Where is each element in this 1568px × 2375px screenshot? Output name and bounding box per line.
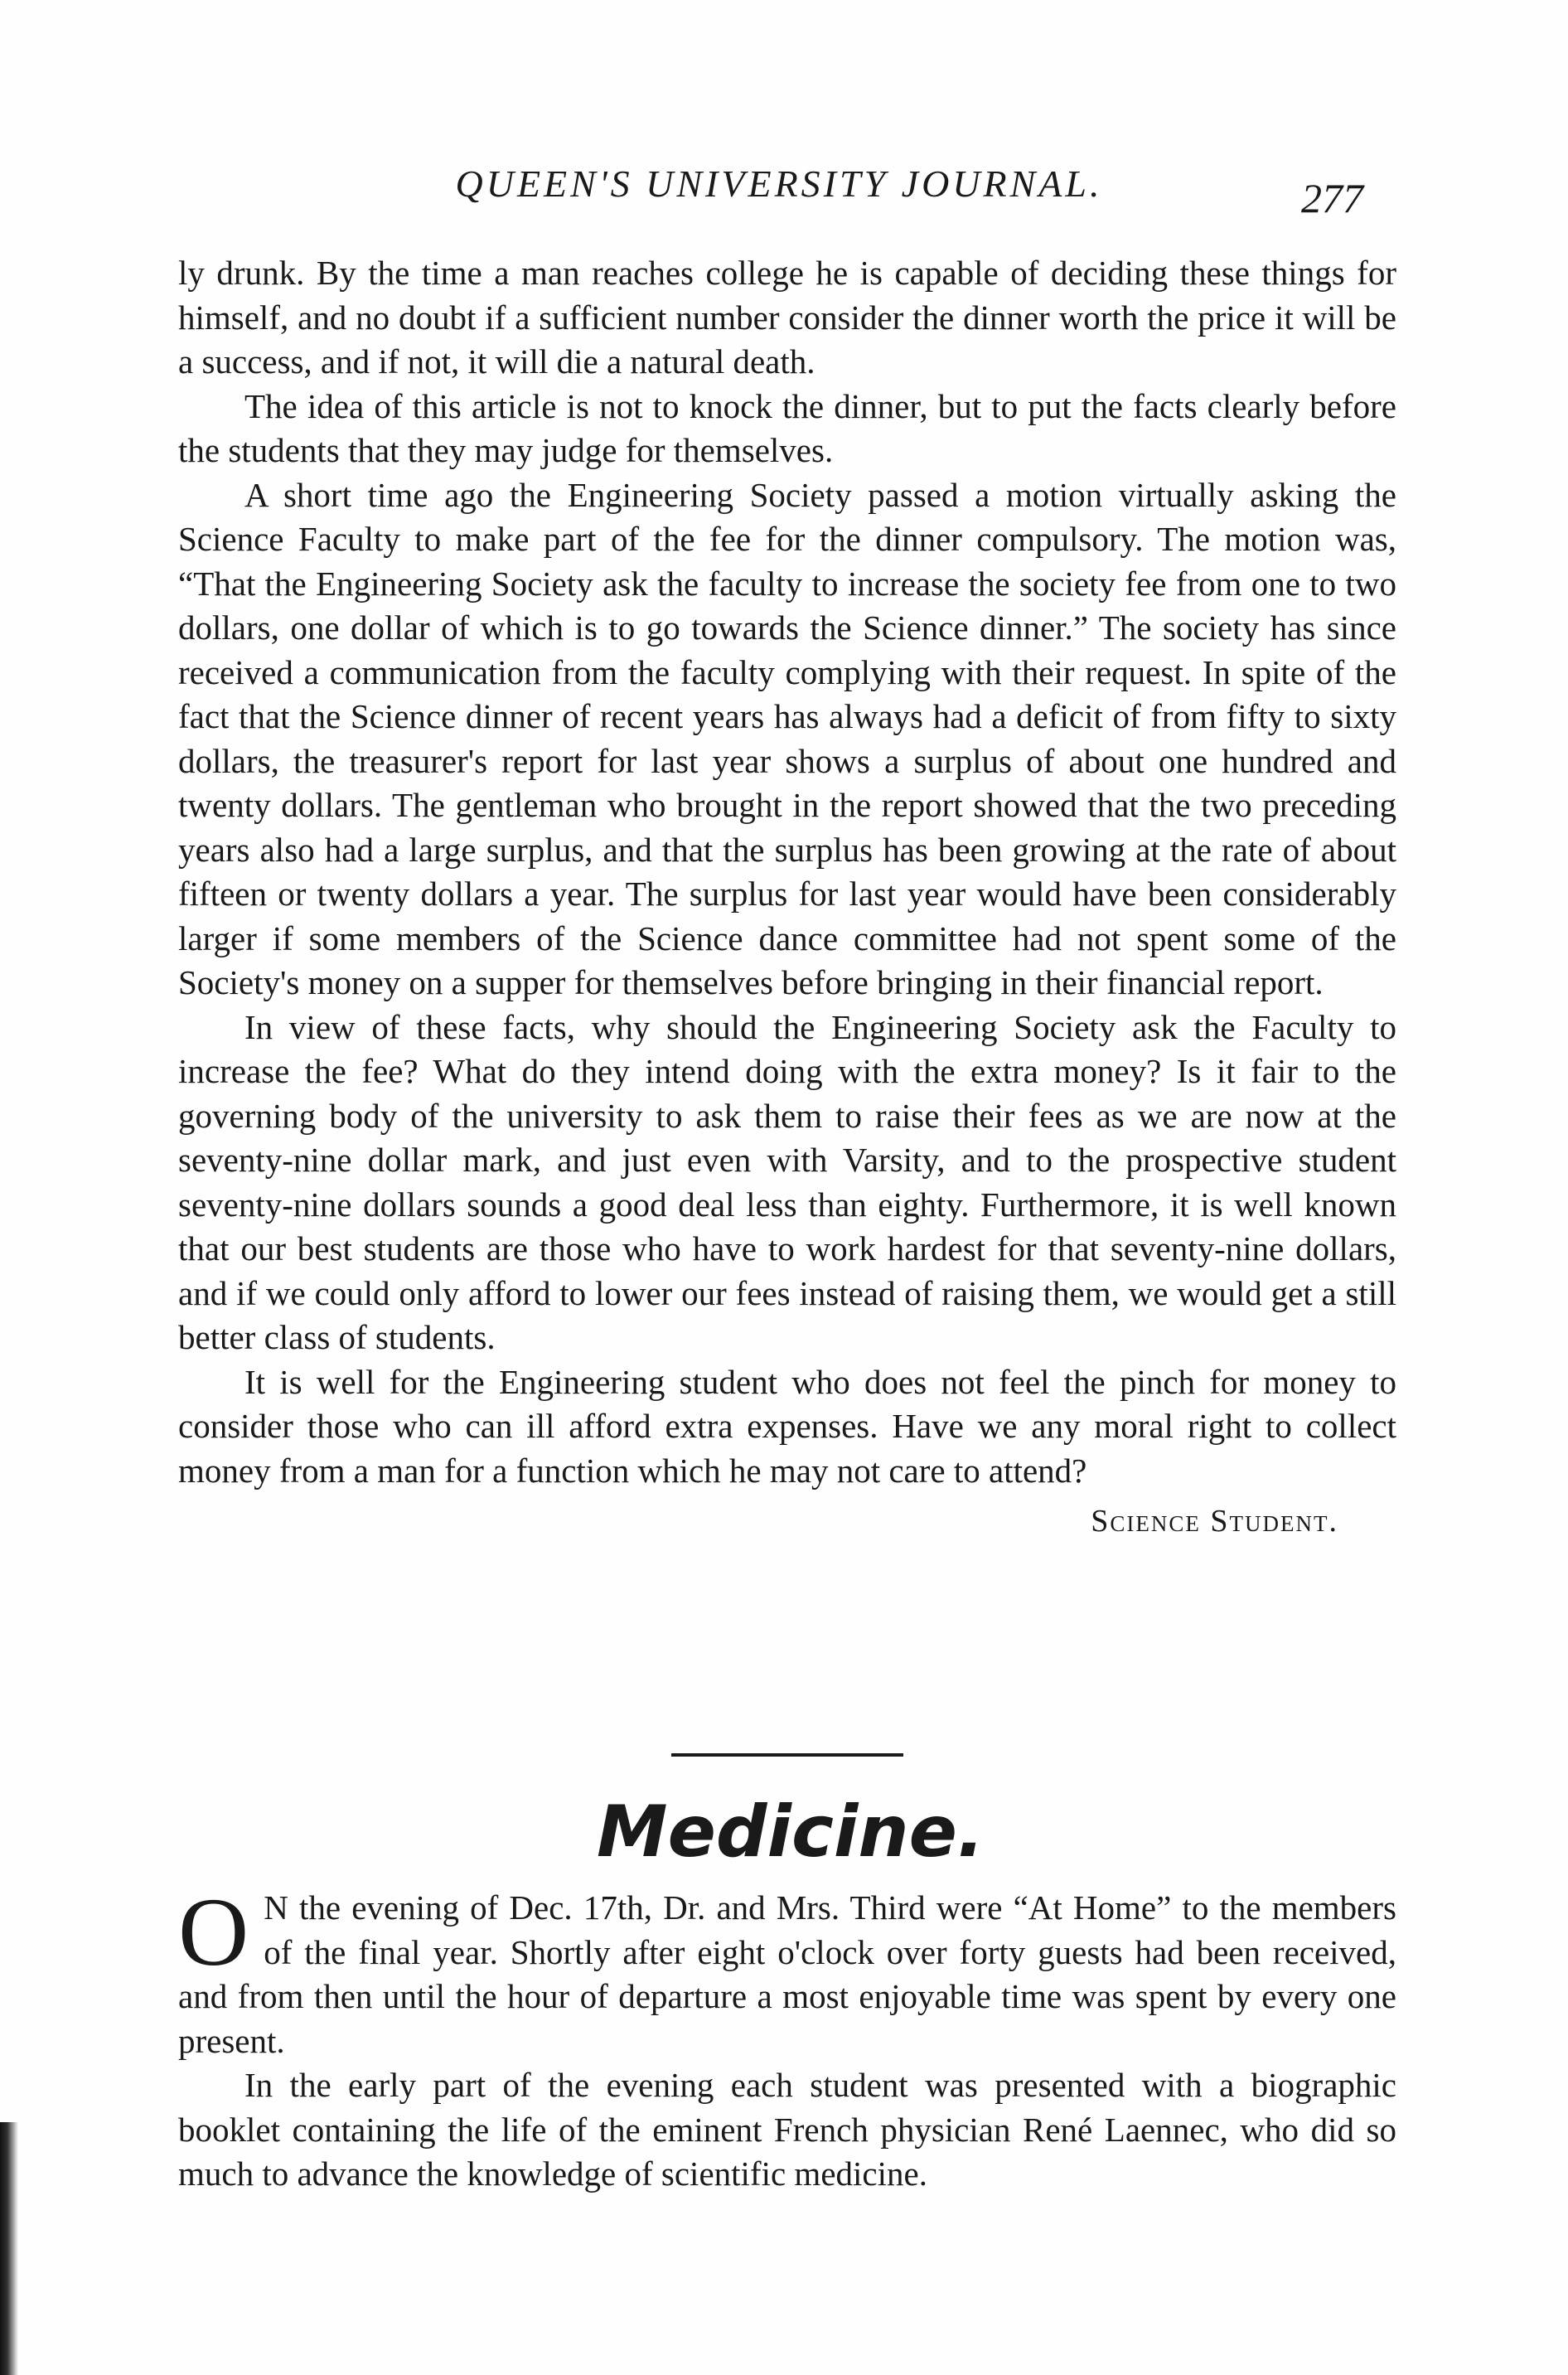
- science-article: [178, 251, 1396, 1544]
- section-heading: Medicine.: [597, 1791, 985, 1873]
- medicine-article: [178, 1878, 1396, 2197]
- article-paragraph: ly drunk. By the time a man reaches college he is capable of deciding these things for himself, and no doubt if a sufficient number consider the dinner worth the price it will be a success, and if not, it will die a natural death.: [178, 254, 1396, 380]
- article-paragraph: The idea of this article is not to knock the dinner, but to put the facts clearly before the students that they may judge for themselves.: [178, 386, 1396, 469]
- binding-shadow: [0, 2122, 18, 2375]
- article-paragraph: In the early part of the evening each student was presented with a biographic booklet containing the life of the eminent French physician René Laennec, who did so much to advance the knowledge of scientific medicine.: [178, 2066, 1396, 2193]
- drop-cap-paragraph-text: N the evening of Dec. 17th, Dr. and Mrs. Third were “At Home” to the members of the final year. Shortly after eight o'clock over forty guests had been received, and from then until the hour of departure a most enjoyable time was spent by every one present.: [178, 1888, 1396, 2060]
- drop-cap: O: [178, 1878, 249, 1986]
- running-head: QUEEN'S UNIVERSITY JOURNAL.: [455, 162, 1103, 205]
- article-signature: Science Student.: [1091, 1504, 1338, 1539]
- section-divider: [671, 1753, 903, 1757]
- article-paragraph-with-drop-cap: [178, 1878, 1396, 2063]
- page-number: 277: [1301, 175, 1363, 221]
- article-paragraph: It is well for the Engineering student who does not feel the pinch for money to consider those who can ill afford extra expenses. Have we any moral right to collect money from a man for a function which he may not care to attend?: [178, 1362, 1396, 1490]
- article-paragraph: A short time ago the Engineering Society passed a motion virtually asking the Science Faculty to make part of the fee for the dinner compulsory. The motion was, “That the Engineering Society ask the faculty to increase the society fee from one to two dollars, one dollar of which is to go towards the Science dinner.” The society has since received a communication from the faculty complying with their request. In spite of the fact that the Science dinner of recent years has always had a deficit of from fifty to sixty dollars, the treasurer's report for last year shows a surplus of about one hundred and twenty dollars. The gentleman who brought in the report showed that the two preceding years also had a large surplus, and that the surplus has been growing at the rate of about fifteen or twenty dollars a year. The surplus for last year would have been considerably larger if some members of the Science dance committee had not spent some of the Society's money on a supper for themselves before bringing in their financial report.: [178, 475, 1396, 1001]
- article-paragraph: In view of these facts, why should the Engineering Society ask the Faculty to increase the fee? What do they intend doing with the extra money? Is it fair to the governing body of the university to ask them to raise their fees as we are now at the seventy-nine dollar mark, and just even with Varsity, and to the prospective student seventy-nine dollars sounds a good deal less than eighty. Furthermore, it is well known that our best students are those who have to work hardest for that seventy-nine dollars, and if we could only afford to lower our fees instead of raising them, we would get a still better class of students.: [178, 1007, 1396, 1356]
